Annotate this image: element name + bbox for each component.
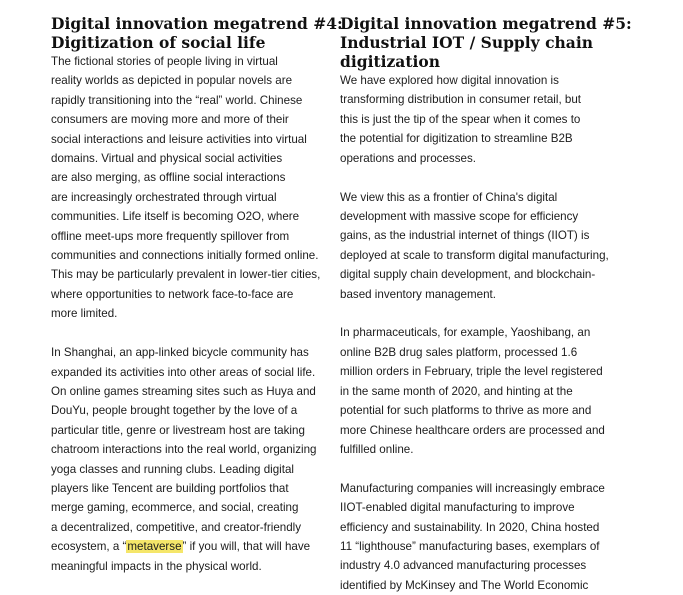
heading-line: Industrial IOT / Supply chain <box>340 33 593 52</box>
text-line: particular title, genre or livestream host are taking <box>51 423 305 437</box>
text-line: We have explored how digital innovation is <box>340 74 559 87</box>
text-line: This may be particularly prevalent in lower-tier cities, <box>51 268 321 282</box>
text-line: players like Tencent are building portfolios that <box>51 482 289 496</box>
text-line: DouYu, people brought together by the love of a <box>51 404 298 418</box>
text-line: development with massive scope for efficiency <box>340 209 579 223</box>
text-line: In Shanghai, an app-linked bicycle community has <box>51 346 309 360</box>
text-line: consumers are moving more and more of their <box>51 113 289 127</box>
text-line: merge gaming, ecommerce, and social, creating <box>51 501 299 515</box>
text-line: operations and processes. <box>340 151 476 165</box>
heading-line: Digital innovation megatrend #5: <box>340 14 632 33</box>
text-line: chatroom interactions into the real world, organizing <box>51 443 317 457</box>
text-line: communities. Life itself is becoming O2O, where <box>51 210 300 224</box>
text-line: more limited. <box>51 307 118 321</box>
paragraph-gap <box>51 324 333 344</box>
text-line: social interactions and leisure activities into virtual <box>51 132 307 146</box>
text-line: IIOT-enabled digital manufacturing to improve <box>340 501 575 515</box>
text-line: based inventory management. <box>340 287 496 301</box>
megatrend-4-heading <box>51 14 343 52</box>
heading-line: Digital innovation megatrend #4: <box>51 14 343 33</box>
iot-paragraph-3 <box>340 323 640 459</box>
text-line: deployed at scale to transform digital manufacturing, <box>340 248 609 262</box>
social-life-paragraph-2 <box>51 343 333 576</box>
text-line: On online games streaming sites such as Huya and <box>51 385 316 398</box>
text-fragment: ” if you will, that will have <box>182 540 311 554</box>
text-line: meaningful impacts in the physical world. <box>51 559 262 573</box>
text-line: efficiency and sustainability. In 2020, China hosted <box>340 520 600 534</box>
heading-line: digitization <box>340 52 441 71</box>
iot-paragraph-2 <box>340 188 640 304</box>
text-line: potential for such platforms to thrive as more and <box>340 404 592 418</box>
text-line: reality worlds as depicted in popular novels are <box>51 74 293 88</box>
text-line: rapidly transitioning into the “real” world. Chinese <box>51 93 303 107</box>
text-line: are also merging, as offline social interactions <box>51 171 286 185</box>
text-line: gains, as the industrial internet of things (IIOT) is <box>340 229 590 243</box>
text-line: The fictional stories of people living in virtual <box>51 55 278 68</box>
left-column <box>51 14 343 576</box>
text-line: where opportunities to network face-to-face are <box>51 287 294 301</box>
heading-line: Digitization of social life <box>51 33 266 52</box>
text-line: transforming distribution in consumer retail, but <box>340 93 582 107</box>
text-line: expanded its activities into other areas of social life. <box>51 365 316 379</box>
text-line: 11 “lighthouse” manufacturing bases, exemplars of <box>340 540 600 554</box>
iot-paragraph-4 <box>340 479 640 595</box>
text-line: in the same month of 2020, and hinting at the <box>340 384 573 398</box>
text-line: communities and connections initially formed online. <box>51 249 319 263</box>
text-line: fulfilled online. <box>340 442 414 456</box>
text-line: this is just the tip of the spear when it comes to <box>340 112 581 126</box>
text-line-with-highlight <box>51 537 333 556</box>
text-line: industry 4.0 advanced manufacturing processes <box>340 559 587 573</box>
text-line: Manufacturing companies will increasingly embrace <box>340 481 605 495</box>
text-line: the potential for digitization to streamline B2B <box>340 132 573 146</box>
text-line: identified by McKinsey and The World Economic <box>340 578 589 592</box>
text-line: more Chinese healthcare orders are processed and <box>340 423 605 437</box>
paragraph-gap <box>340 459 640 479</box>
text-line: domains. Virtual and physical social activities <box>51 152 283 166</box>
text-line: million orders in February, triple the level registered <box>340 365 603 379</box>
megatrend-5-heading <box>340 14 640 71</box>
iot-paragraph-1 <box>340 71 640 168</box>
text-line: offline meet-ups more frequently spillover from <box>51 229 290 243</box>
paragraph-gap <box>340 168 640 188</box>
paragraph-gap <box>340 304 640 324</box>
text-line: are increasingly orchestrated through virtual <box>51 190 277 204</box>
metaverse-highlight: metaverse <box>127 540 182 554</box>
text-line: yoga classes and running clubs. Leading digital <box>51 462 294 476</box>
text-line: a decentralized, competitive, and creator-friendly <box>51 520 302 534</box>
right-column <box>340 14 640 595</box>
text-line: digital supply chain development, and blockchain- <box>340 268 596 282</box>
text-fragment: ecosystem, a “ <box>51 540 127 554</box>
text-line: We view this as a frontier of China's digital <box>340 190 558 204</box>
social-life-paragraph-1 <box>51 52 333 324</box>
text-line: online B2B drug sales platform, processed 1.6 <box>340 345 578 359</box>
text-line: In pharmaceuticals, for example, Yaoshibang, an <box>340 326 591 340</box>
